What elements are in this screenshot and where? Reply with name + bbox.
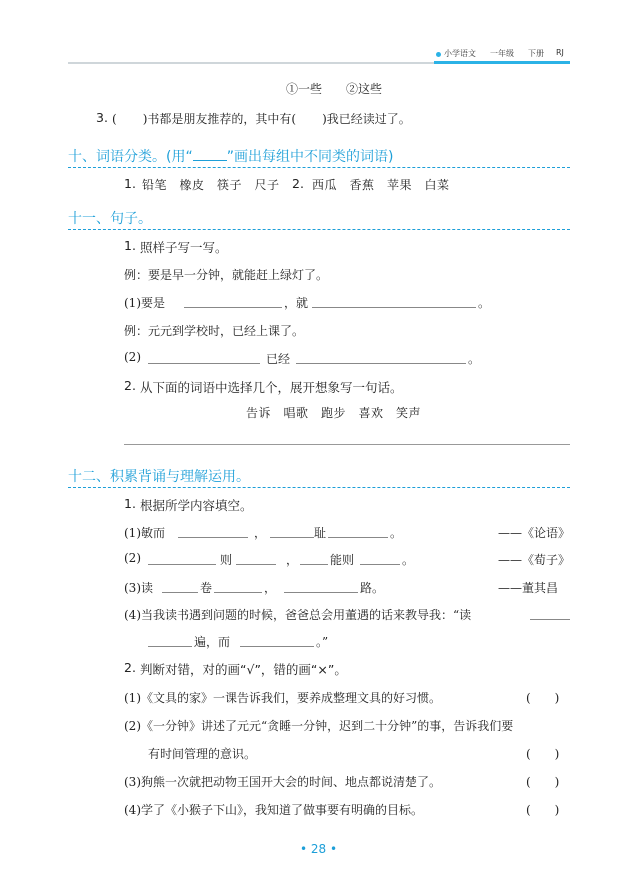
- recite-1-blank-c[interactable]: [328, 537, 388, 538]
- word-group-1[interactable]: 铅笔 橡皮 筷子 尺子: [142, 178, 280, 192]
- fill-2-end: 。: [468, 352, 481, 366]
- judge-2-line-1: (2)《一分钟》讲述了元元“贪睡一分钟，迟到二十分钟”的事，告诉我们要: [124, 719, 514, 733]
- judge-2-answer[interactable]: ( ): [526, 747, 560, 761]
- judge-4: (4)学了《小猴子下山》，我知道了做事要有明确的目标。: [124, 803, 424, 817]
- recite-2-d: 能则: [330, 553, 355, 567]
- recite-2-blank-a[interactable]: [148, 564, 216, 565]
- header-subject: 小学语文: [444, 49, 476, 58]
- section-divider: [68, 229, 570, 230]
- recite-1-c: 耻: [314, 526, 327, 540]
- recite-4-end: 。”: [316, 635, 329, 649]
- recite-1-a: (1)敏而: [124, 526, 165, 540]
- section-11-title: 十一、句子。: [68, 211, 152, 227]
- header-term: 下册: [528, 49, 544, 58]
- recite-2-end: 。: [402, 553, 415, 567]
- judge-3-answer[interactable]: ( ): [526, 775, 560, 789]
- recite-1-blank-a[interactable]: [178, 537, 248, 538]
- recite-4-blank-c[interactable]: [240, 646, 314, 647]
- s11-q1-prompt: 照样子写一写。: [140, 240, 228, 255]
- recite-1-source: ——《论语》: [498, 526, 571, 540]
- s12-q1-number: 1.: [124, 496, 136, 511]
- word-group-2[interactable]: 西瓜 香蕉 苹果 白菜: [312, 178, 450, 192]
- example-2: 例：元元到学校时，已经上课了。: [124, 324, 305, 338]
- recite-2-b: 则: [220, 553, 233, 567]
- fill-1-blank-b[interactable]: [312, 307, 476, 308]
- q9-options: ①一些 ②这些: [286, 82, 383, 96]
- recite-4-blank-a[interactable]: [530, 619, 570, 620]
- recite-3-c: ，: [264, 581, 277, 595]
- group2-number: 2.: [292, 176, 304, 191]
- page-number: • 28 •: [300, 842, 338, 856]
- word-bank: 告诉 唱歌 跑步 喜欢 笑声: [246, 406, 422, 420]
- recite-3-a: (3)读: [124, 581, 153, 595]
- recite-3-blank-b[interactable]: [214, 592, 262, 593]
- section-divider: [68, 487, 570, 488]
- q9-item3: ( )书都是朋友推荐的，其中有( )我已经读过了。: [112, 112, 411, 126]
- section-divider: [68, 167, 570, 168]
- s11-q2-prompt: 从下面的词语中选择几个，展开想象写一句话。: [140, 380, 403, 395]
- recite-2-blank-b[interactable]: [236, 564, 276, 565]
- example-1: 例：要是早一分钟，就能赶上绿灯了。: [124, 268, 329, 282]
- recite-1-blank-b[interactable]: [270, 537, 314, 538]
- fill-1-a: (1)要是: [124, 296, 165, 310]
- recite-2-source: ——《荀子》: [498, 553, 571, 567]
- recite-3-d: 路。: [360, 581, 385, 595]
- fill-1-blank-a[interactable]: [184, 307, 282, 308]
- group1-number: 1.: [124, 176, 136, 191]
- underline-sample: [193, 152, 227, 161]
- header-edition: RJ: [556, 48, 564, 57]
- judge-4-answer[interactable]: ( ): [526, 803, 560, 817]
- s11-q1-number: 1.: [124, 238, 136, 253]
- recite-3-blank-c[interactable]: [284, 592, 358, 593]
- recite-1-end: 。: [390, 526, 403, 540]
- recite-2-c: ，: [286, 553, 299, 567]
- recite-3-b: 卷: [200, 581, 213, 595]
- section-10-title: 十、词语分类。(用“ ”画出每组中不同类的词语): [68, 149, 394, 165]
- header-rule-accent: [434, 61, 570, 64]
- recite-2-a: (2): [124, 551, 141, 565]
- judge-1-answer[interactable]: ( ): [526, 691, 560, 705]
- fill-2-b: 已经: [266, 352, 291, 366]
- section-12-title: 十二、积累背诵与理解运用。: [68, 469, 250, 485]
- s11-q2-number: 2.: [124, 378, 136, 393]
- fill-1-end: 。: [478, 296, 491, 310]
- q9-item3-number: 3.: [96, 110, 108, 125]
- recite-1-b: ，: [254, 526, 267, 540]
- recite-4-a: (4)当我读书遇到问题的时候，爸爸总会用董遇的话来教导我：“读: [124, 608, 472, 622]
- fill-2-blank-b[interactable]: [296, 363, 466, 364]
- judge-3: (3)狗熊一次就把动物王国开大会的时间、地点都说清楚了。: [124, 775, 442, 789]
- answer-writing-line[interactable]: [124, 444, 570, 445]
- header-rule: [68, 62, 434, 64]
- judge-1: (1)《文具的家》一课告诉我们，要养成整理文具的好习惯。: [124, 691, 442, 705]
- header-dot-icon: [436, 52, 441, 57]
- recite-2-blank-d[interactable]: [360, 564, 400, 565]
- header-grade: 一年级: [490, 49, 514, 58]
- recite-2-blank-c[interactable]: [300, 564, 328, 565]
- recite-4-blank-b[interactable]: [148, 646, 192, 647]
- s12-q1-prompt: 根据所学内容填空。: [140, 498, 253, 513]
- fill-1-b: ，就: [284, 296, 309, 310]
- recite-3-blank-a[interactable]: [162, 592, 198, 593]
- recite-4-b: 遍，而: [194, 635, 231, 649]
- judge-2-line-2: 有时间管理的意识。: [148, 747, 257, 761]
- s12-q2-prompt: 判断对错，对的画“√”，错的画“×”。: [140, 662, 347, 677]
- recite-3-source: ——董其昌: [498, 581, 559, 595]
- fill-2-blank-a[interactable]: [148, 363, 260, 364]
- s12-q2-number: 2.: [124, 660, 136, 675]
- fill-2-a: (2): [124, 350, 141, 364]
